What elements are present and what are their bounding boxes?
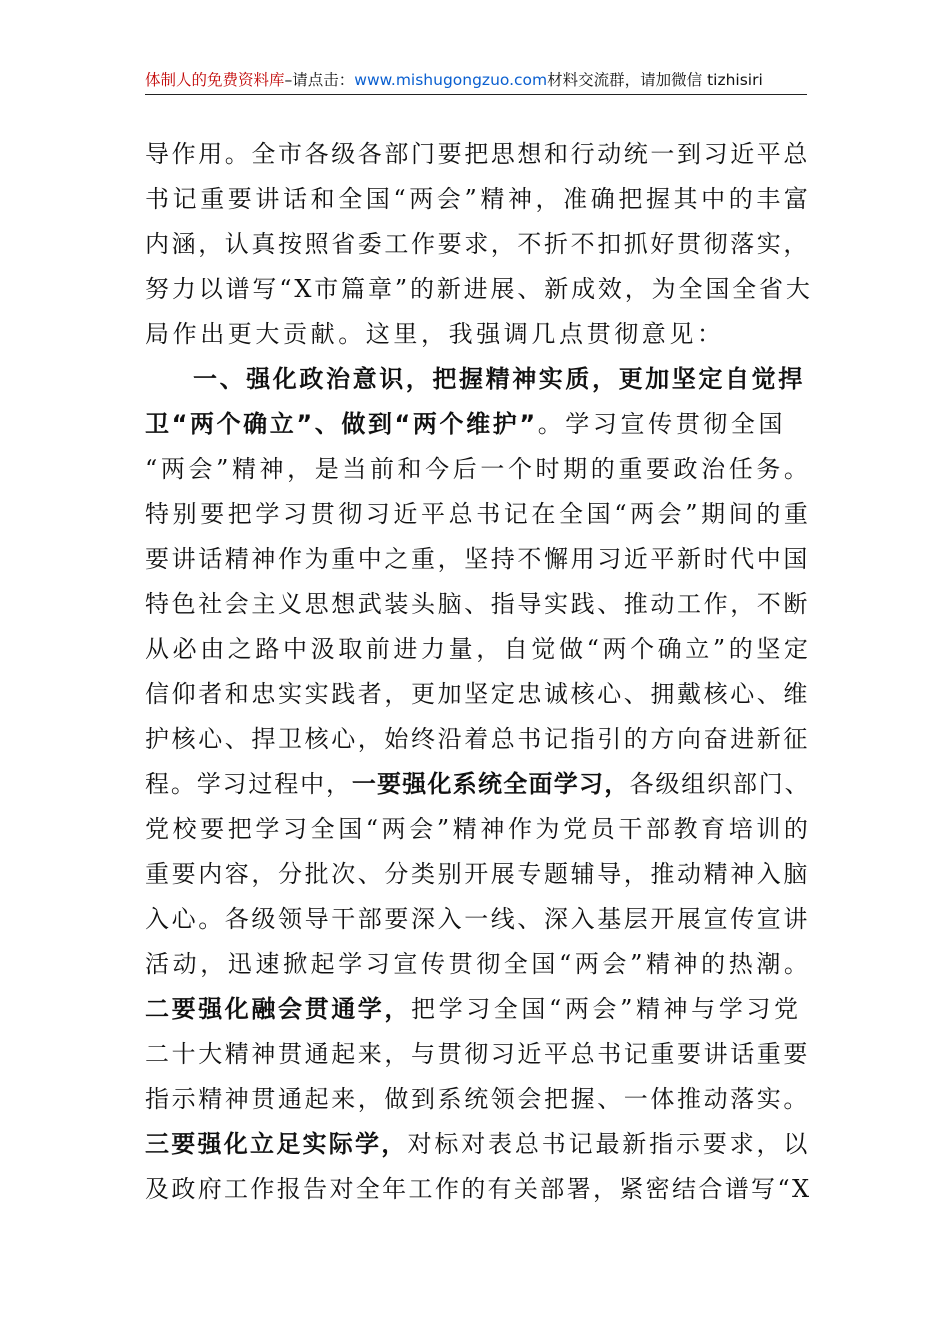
text-line: [145, 582, 810, 627]
text-line: [145, 807, 810, 852]
header-prompt: –请点击：: [284, 71, 355, 89]
bold-text: 卫“两个确立”、做到“两个维护”: [145, 410, 538, 438]
text-line: [145, 177, 810, 222]
text-line: [145, 267, 813, 312]
body-text: 努力以谱写“X市篇章”的新进展、新成效，为全国全省大: [145, 275, 813, 303]
body-text: 把学习全国“两会”精神与学习党: [411, 995, 802, 1023]
text-line: [145, 222, 810, 267]
body-text: 书记重要讲话和全国“两会”精神，准确把握其中的丰富: [145, 185, 812, 213]
page-header: [145, 66, 807, 96]
text-line: [145, 717, 810, 762]
text-line: [145, 672, 810, 717]
text-line: [145, 447, 810, 492]
text-line: [145, 1032, 810, 1077]
text-line: [145, 402, 810, 447]
body-text: 局作出更大贡献。这里，我强调几点贯彻意见：: [145, 320, 725, 348]
body-text: “两会”精神，是当前和今后一个时期的重要政治任务。: [145, 455, 812, 483]
body-text: 程。学习过程中，: [145, 770, 352, 798]
header-brand: 体制人的免费资料库: [145, 71, 285, 89]
text-line: [145, 762, 810, 807]
body-text: 对标对表总书记最新指示要求，以: [407, 1130, 811, 1158]
text-line: [145, 627, 810, 672]
text-line: [145, 942, 810, 987]
body-text: 活动，迅速掀起学习宣传贯彻全国“两会”精神的热潮。: [145, 950, 812, 978]
text-line: [145, 357, 810, 402]
header-contact: 材料交流群，请加微信 tizhisiri: [547, 71, 763, 89]
body-text: 指示精神贯通起来，做到系统领会把握、一体推动落实。: [145, 1085, 810, 1113]
body-text: 特别要把学习贯彻习近平总书记在全国“两会”期间的重: [145, 500, 812, 528]
body-text: 护核心、捍卫核心，始终沿着总书记指引的方向奋进新征: [145, 725, 810, 753]
text-line: [145, 852, 810, 897]
body-text: 要讲话精神作为重中之重，坚持不懈用习近平新时代中国: [145, 545, 810, 573]
body-text: 及政府工作报告对全年工作的有关部署，紧密结合谱写“X: [145, 1175, 812, 1203]
header-divider: [145, 94, 807, 95]
bold-text: 一、强化政治意识，把握精神实质，更加坚定自觉捍: [193, 365, 805, 393]
body-text: 信仰者和忠实实践者，更加坚定忠诚核心、拥戴核心、维: [145, 680, 810, 708]
text-line: [145, 312, 810, 357]
body-text: 从必由之路中汲取前进力量，自觉做“两个确立”的坚定: [145, 635, 812, 663]
text-line: [145, 1167, 810, 1212]
body-text: 内涵，认真按照省委工作要求，不折不扣抓好贯彻落实，: [145, 230, 810, 258]
document-body: [145, 132, 813, 1212]
header-link[interactable]: www.mishugongzuo.com: [354, 71, 548, 89]
body-text: 特色社会主义思想武装头脑、指导实践、推动工作，不断: [145, 590, 810, 618]
text-line: [145, 1122, 810, 1167]
bold-text: 三要强化立足实际学，: [145, 1130, 408, 1158]
body-text: 导作用。全市各级各部门要把思想和行动统一到习近平总: [145, 140, 810, 168]
text-line: [145, 537, 810, 582]
text-line: [145, 492, 810, 537]
text-line: [145, 987, 810, 1032]
bold-text: 一要强化系统全面学习，: [351, 770, 630, 798]
body-text: 入心。各级领导干部要深入一线、深入基层开展宣传宣讲: [145, 905, 810, 933]
text-line: [145, 897, 810, 942]
body-text: 。学习宣传贯彻全国: [537, 410, 787, 438]
body-text: 二十大精神贯通起来，与贯彻习近平总书记重要讲话重要: [145, 1040, 810, 1068]
body-text: 党校要把学习全国“两会”精神作为党员干部教育培训的: [145, 815, 812, 843]
text-line: [145, 1077, 810, 1122]
body-text: 各级组织部门、: [629, 770, 811, 798]
bold-text: 二要强化融会贯通学，: [145, 995, 411, 1023]
body-text: 重要内容，分批次、分类别开展专题辅导，推动精神入脑: [145, 860, 810, 888]
text-line: [145, 132, 810, 177]
